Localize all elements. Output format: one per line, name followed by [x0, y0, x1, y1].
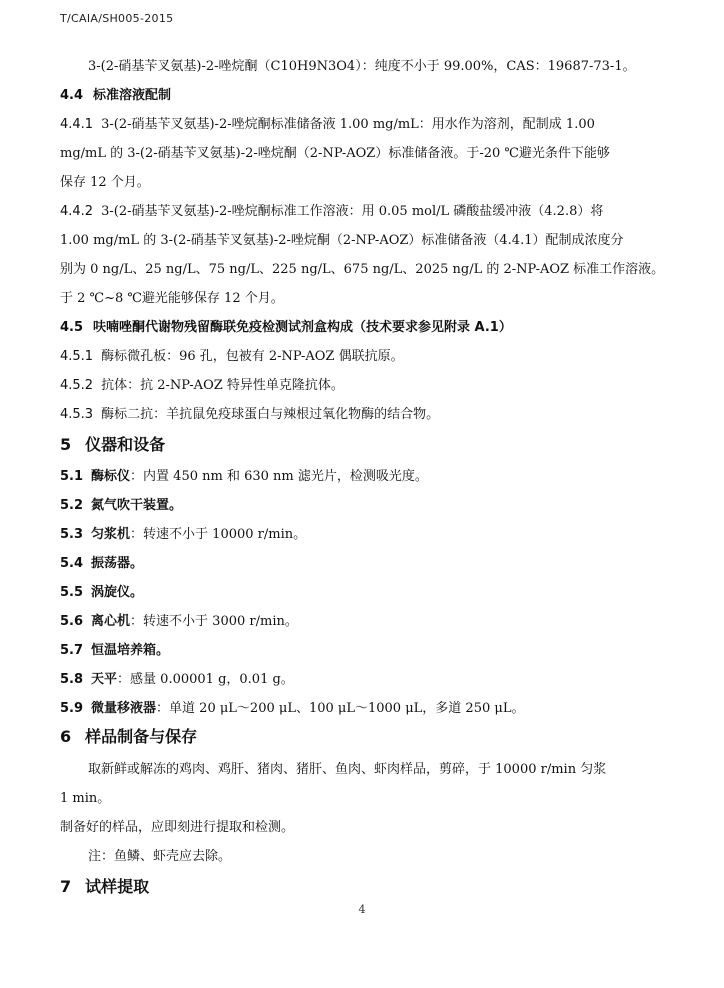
item-text: ：转速不小于 10000 r/min。 — [130, 527, 307, 542]
equipment-item — [60, 520, 664, 549]
equipment-item — [60, 462, 664, 491]
item-text: 。 — [156, 643, 170, 658]
note: 注：鱼鳞、虾壳应去除。 — [88, 849, 232, 864]
clause-number: 4.4.1 — [60, 117, 94, 132]
clause-4-4-2 — [60, 197, 664, 313]
intro-line: 3-(2-硝基苄叉氨基)-2-唑烷酮（C10H9N3O4）：纯度不小于 99.00%，CAS：19687-73-1。 — [88, 59, 636, 74]
section-number: 6 — [60, 727, 72, 746]
item-text: ：感量 0.00001 g，0.01 g。 — [117, 672, 294, 687]
section-title: 标准溶液配制 — [93, 88, 172, 103]
item-number: 5.6 — [60, 614, 84, 629]
clause-line: 保存 12 个月。 — [60, 175, 150, 190]
clause-number: 4.5.1 — [60, 349, 94, 364]
clause-line: 于 2 ℃~8 ℃避光能够保存 12 个月。 — [60, 291, 284, 306]
clause-number: 4.4.2 — [60, 204, 94, 219]
clause-4-5-2 — [60, 371, 664, 400]
section-4-5-heading — [60, 313, 664, 342]
clause-line: 3-(2-硝基苄叉氨基)-2-唑烷酮标准工作溶液：用 0.05 mol/L 磷酸盐缓冲液（4.2.8）将 — [101, 204, 604, 219]
item-text: ：单道 20 μL～200 μL、100 μL～1000 μL，多道 250 μL。 — [156, 701, 525, 716]
section-6-body — [60, 755, 664, 871]
item-term: 涡旋仪 — [91, 585, 131, 600]
section-title: 试样提取 — [85, 877, 150, 896]
clause-4-5-3 — [60, 400, 664, 429]
clause-number: 4.5.2 — [60, 378, 94, 393]
item-number: 5.3 — [60, 527, 84, 542]
item-text: 。 — [169, 498, 183, 513]
section-title: 样品制备与保存 — [85, 727, 198, 746]
equipment-item — [60, 694, 664, 723]
item-term: 氮气吹干装置 — [91, 498, 170, 513]
clause-line: 1.00 mg/mL 的 3-(2-硝基苄叉氨基)-2-唑烷酮（2-NP-AOZ）标准储备液（4.4.1）配制成浓度分 — [60, 233, 624, 248]
item-term: 恒温培养箱 — [91, 643, 157, 658]
clause-number: 4.5.3 — [60, 407, 94, 422]
equipment-item — [60, 607, 664, 636]
section-6-heading — [60, 722, 664, 751]
clause-line: mg/mL 的 3-(2-硝基苄叉氨基)-2-唑烷酮（2-NP-AOZ）标准储备液。于-20 ℃避光条件下能够 — [60, 146, 610, 161]
equipment-item — [60, 636, 664, 665]
equipment-list — [60, 462, 664, 723]
item-number: 5.5 — [60, 585, 84, 600]
standard-code: T/CAIA/SH005-2015 — [60, 12, 174, 25]
equipment-item — [60, 578, 664, 607]
equipment-item — [60, 549, 664, 578]
clause-line: 3-(2-硝基苄叉氨基)-2-唑烷酮标准储备液 1.00 mg/mL：用水作为溶剂，配制成 1.00 — [101, 117, 595, 132]
paragraph-line: 取新鲜或解冻的鸡肉、鸡肝、猪肉、猪肝、鱼肉、虾肉样品，剪碎，于 10000 r/min 匀浆 — [88, 762, 607, 777]
item-term: 天平 — [91, 672, 118, 687]
section-number: 5 — [60, 435, 72, 454]
section-number: 4.4 — [60, 88, 84, 103]
item-number: 5.9 — [60, 701, 84, 716]
equipment-item — [60, 491, 664, 520]
equipment-item — [60, 665, 664, 694]
item-term: 匀浆机 — [91, 527, 131, 542]
clause-text: 酶标二抗：羊抗鼠免疫球蛋白与辣根过氧化物酶的结合物。 — [101, 407, 440, 422]
item-text: 。 — [130, 585, 144, 600]
clause-text: 抗体：抗 2-NP-AOZ 特异性单克隆抗体。 — [101, 378, 344, 393]
clause-text: 酶标微孔板：96 孔，包被有 2-NP-AOZ 偶联抗原。 — [101, 349, 404, 364]
section-number: 4.5 — [60, 320, 84, 335]
item-term: 酶标仪 — [91, 469, 131, 484]
item-term: 微量移液器 — [91, 701, 157, 716]
item-text: ：转速不小于 3000 r/min。 — [130, 614, 298, 629]
section-title: 仪器和设备 — [85, 435, 166, 454]
clause-line: 别为 0 ng/L、25 ng/L、75 ng/L、225 ng/L、675 ng/L、2025 ng/L 的 2-NP-AOZ 标准工作溶液。 — [60, 262, 665, 277]
item-term: 振荡器 — [91, 556, 131, 571]
section-5-heading — [60, 430, 664, 459]
item-term: 离心机 — [91, 614, 131, 629]
clause-4-5-1 — [60, 342, 664, 371]
item-number: 5.1 — [60, 469, 84, 484]
item-text: 。 — [130, 556, 144, 571]
item-number: 5.2 — [60, 498, 84, 513]
section-4-4-heading — [60, 81, 664, 110]
paragraph: 制备好的样品，应即刻进行提取和检测。 — [60, 820, 295, 835]
section-7-heading — [60, 872, 664, 901]
page-number: 4 — [358, 903, 366, 916]
item-number: 5.4 — [60, 556, 84, 571]
item-number: 5.8 — [60, 672, 84, 687]
paragraph-line: 1 min。 — [60, 791, 111, 806]
section-number: 7 — [60, 877, 72, 896]
item-text: ：内置 450 nm 和 630 nm 滤光片，检测吸光度。 — [130, 469, 428, 484]
clause-4-4-1 — [60, 110, 664, 197]
item-number: 5.7 — [60, 643, 84, 658]
section-title: 呋喃唑酮代谢物残留酶联免疫检测试剂盒构成（技术要求参见附录 A.1） — [93, 320, 512, 335]
